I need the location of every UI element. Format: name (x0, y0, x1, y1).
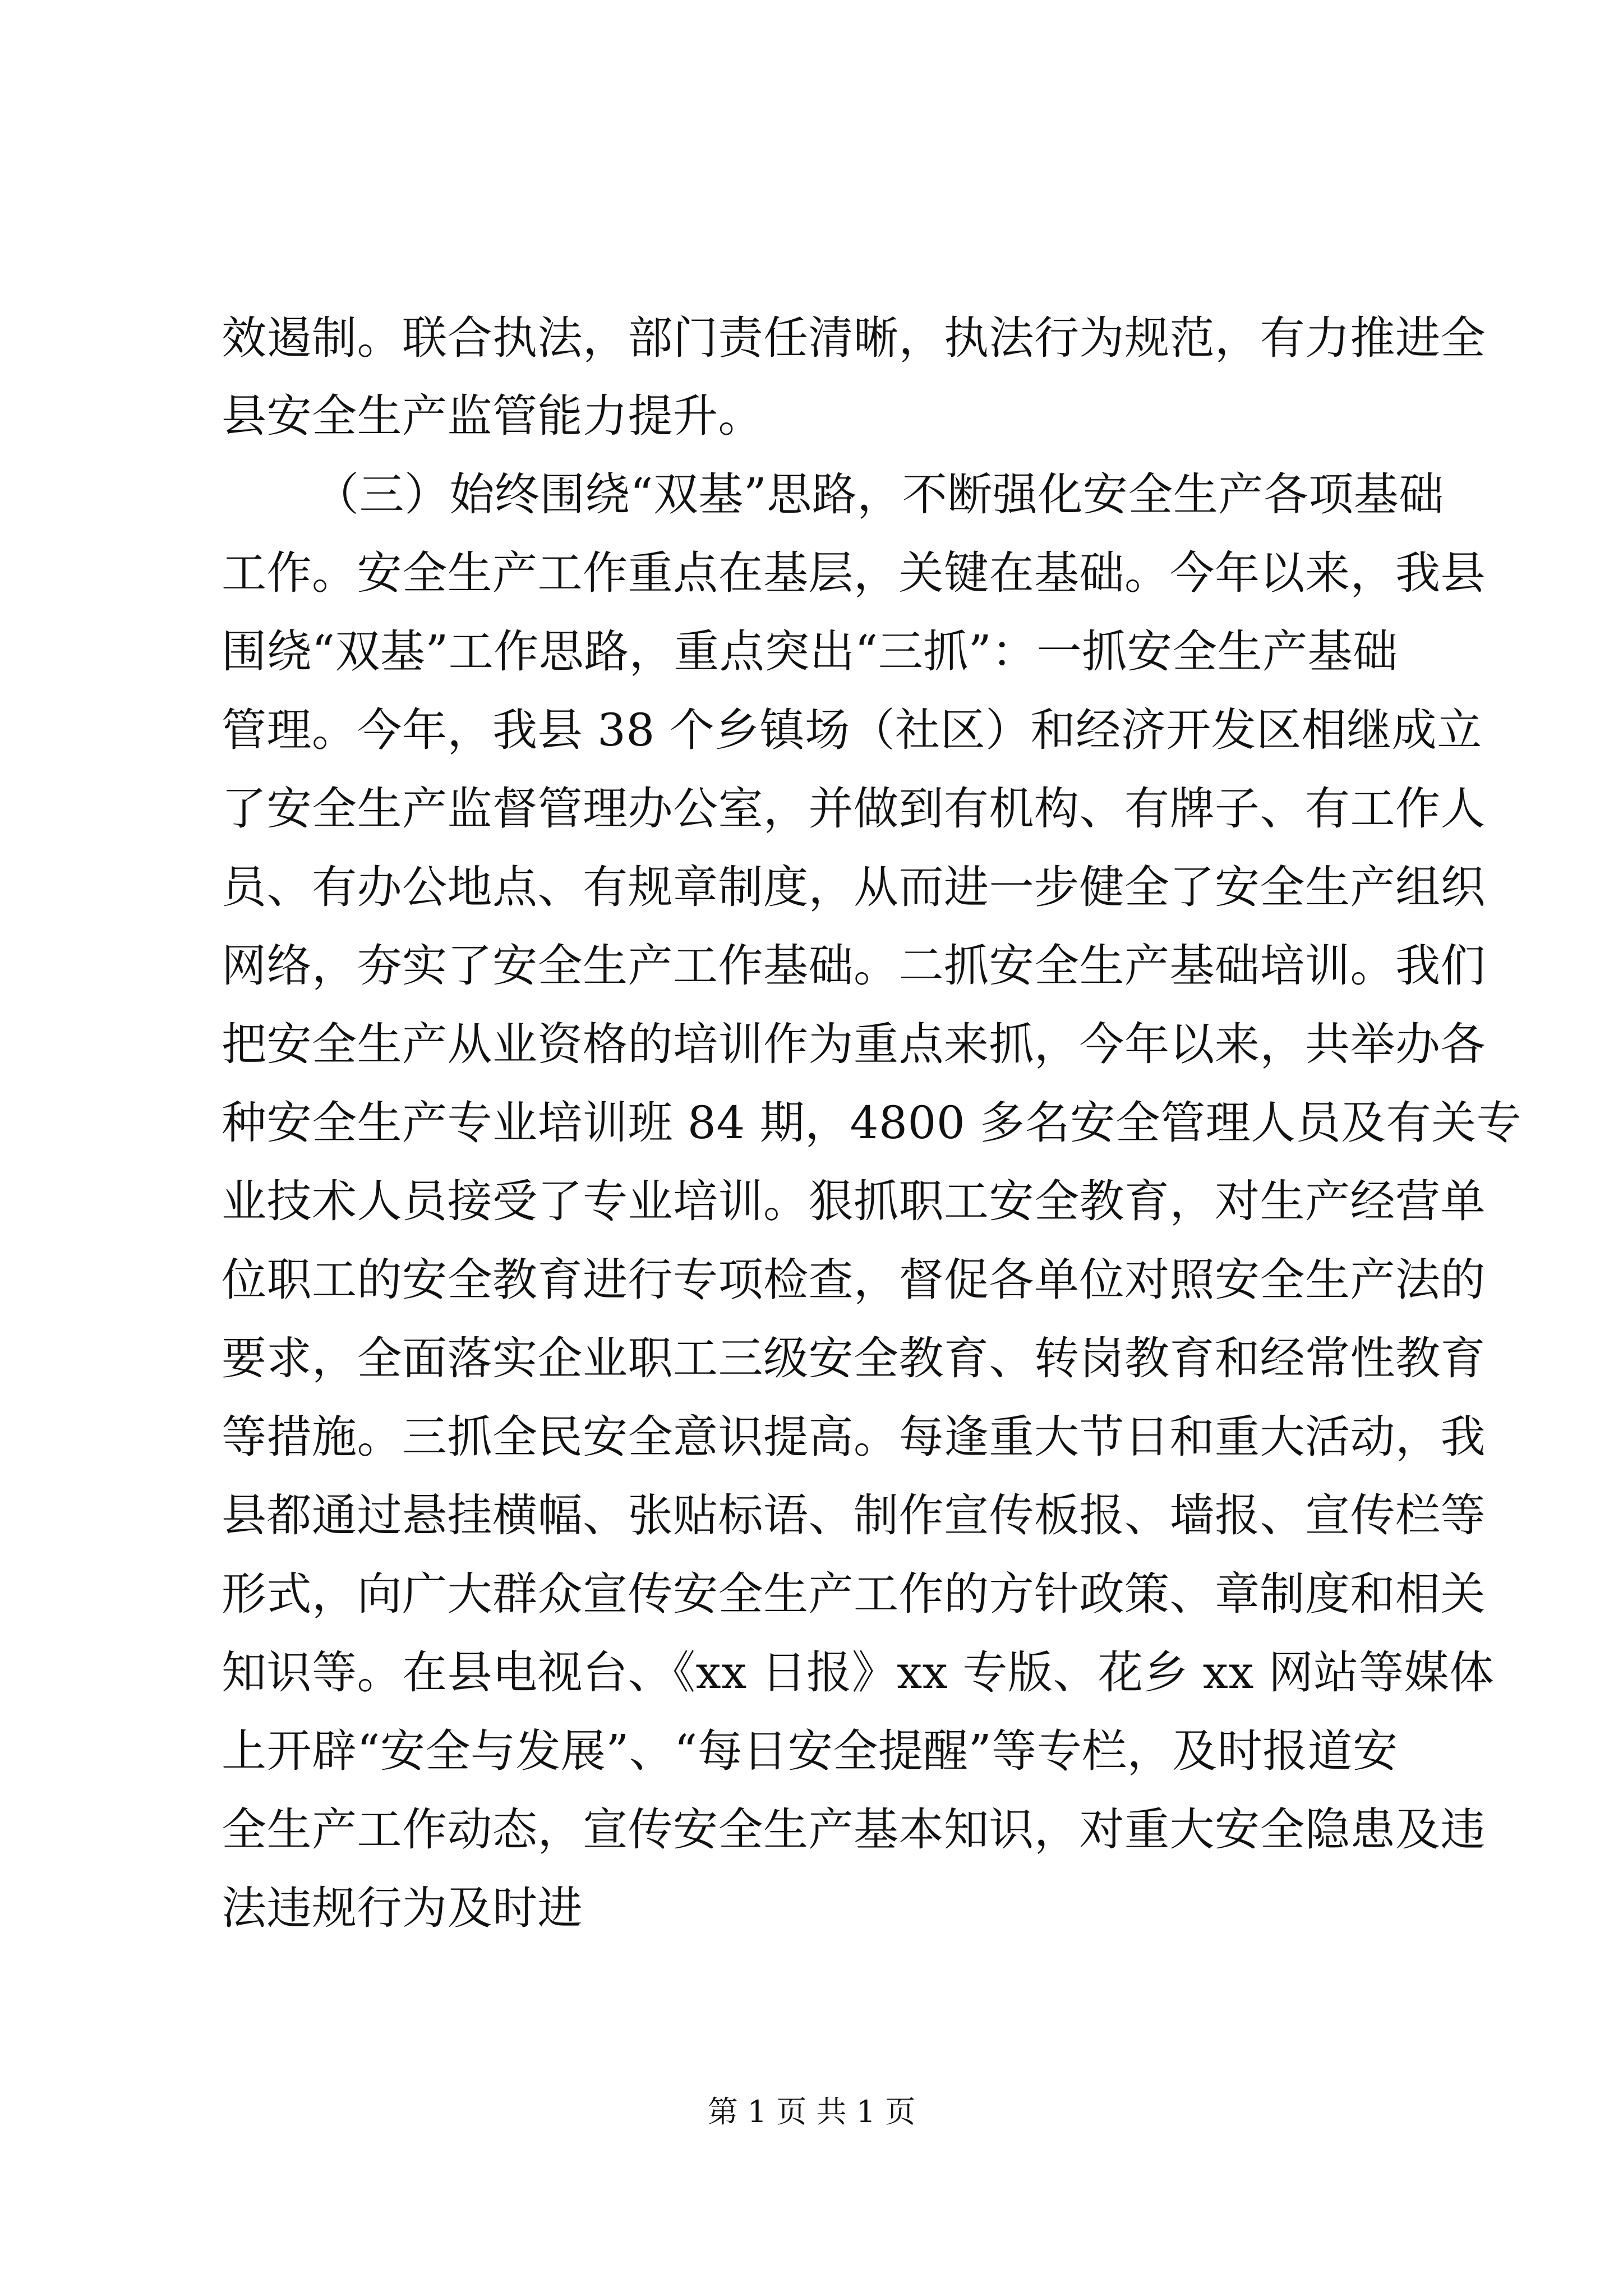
section-heading-line: （三）始终围绕“双基”思路，不断强化安全生产各项基础 (314, 468, 1444, 521)
body-text-line: 了安全生产监督管理办公室，并做到有机构、有牌子、有工作人 (222, 783, 1486, 835)
body-text-line: 县安全生产监管能力提升。 (222, 390, 763, 442)
body-text-line: 法违规行为及时进 (222, 1882, 583, 1934)
body-text-line: 等措施。三抓全民安全意识提高。每逢重大节日和重大活动，我 (222, 1411, 1486, 1463)
body-text-line: 要求，全面落实企业职工三级安全教育、转岗教育和经常性教育 (222, 1332, 1486, 1384)
body-text-line: 效遏制。联合执法，部门责任清晰，执法行为规范，有力推进全 (222, 312, 1486, 364)
body-text-line: 围绕“双基”工作思路，重点突出“三抓”：一抓安全生产基础 (222, 625, 1398, 678)
body-text-line: 上开辟“安全与发展”、“每日安全提醒”等专栏，及时报道安 (222, 1725, 1398, 1777)
body-text-line: 县都通过悬挂横幅、张贴标语、制作宣传板报、墙报、宣传栏等 (222, 1489, 1486, 1542)
body-text-line: 知识等。在县电视台、《xx 日报》xx 专版、花乡 xx 网站等媒体 (222, 1646, 1495, 1699)
body-text-line: 种安全生产专业培训班 84 期，4800 多名安全管理人员及有关专 (222, 1097, 1522, 1149)
body-text-line: 全生产工作动态，宣传安全生产基本知识，对重大安全隐患及违 (222, 1803, 1486, 1856)
body-text-line: 管理。今年，我县 38 个乡镇场（社区）和经济开发区相继成立 (222, 704, 1482, 756)
body-text-line: 位职工的安全教育进行专项检查，督促各单位对照安全生产法的 (222, 1254, 1486, 1306)
body-text-line: 业技术人员接受了专业培训。狠抓职工安全教育，对生产经营单 (222, 1175, 1486, 1227)
body-text-line: 网络，夯实了安全生产工作基础。二抓安全生产基础培训。我们 (222, 940, 1486, 992)
body-text-line: 工作。安全生产工作重点在基层，关键在基础。今年以来，我县 (222, 547, 1486, 599)
body-text-line: 形式，向广大群众宣传安全生产工作的方针政策、章制度和相关 (222, 1568, 1486, 1620)
page-number-footer: 第 1 页 共 1 页 (707, 2094, 916, 2129)
body-text-line: 员、有办公地点、有规章制度，从而进一步健全了安全生产组织 (222, 861, 1486, 913)
body-text-line: 把安全生产从业资格的培训作为重点来抓，今年以来，共举办各 (222, 1018, 1486, 1070)
